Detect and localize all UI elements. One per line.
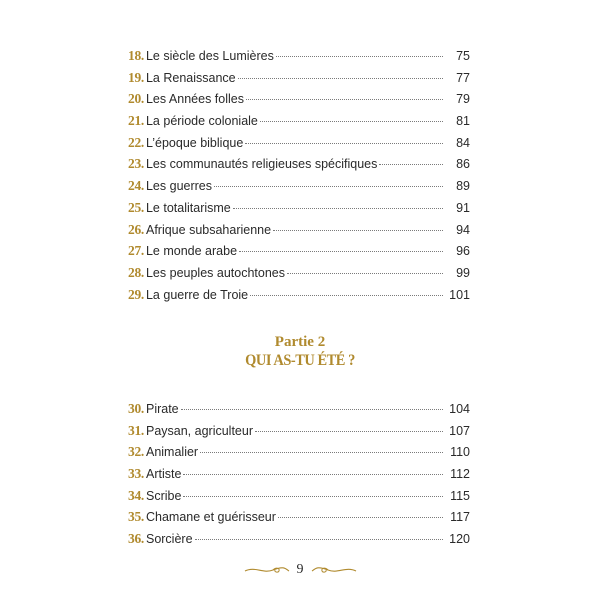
chapter-title: Les communautés religieuses spécifiques — [145, 157, 378, 172]
chapter-page: 84 — [456, 135, 470, 150]
chapter-number: 19. — [128, 69, 144, 85]
chapter-number: 30. — [128, 401, 144, 416]
chapter-page: 86 — [456, 157, 470, 172]
toc-entry — [128, 175, 470, 197]
dot-leader — [214, 186, 443, 187]
chapter-page: 110 — [450, 445, 470, 460]
dot-leader — [183, 496, 443, 497]
chapter-page: 112 — [450, 467, 470, 482]
chapter-title: Les Années folles — [145, 92, 244, 107]
dot-leader — [278, 517, 443, 518]
toc-entry — [128, 398, 470, 420]
dot-leader — [255, 431, 443, 432]
chapter-page: 94 — [456, 222, 470, 237]
chapter-number: 24. — [128, 178, 144, 194]
toc-entry — [128, 67, 470, 89]
dot-leader — [195, 539, 443, 540]
chapter-number: 25. — [128, 199, 144, 215]
part-heading — [0, 334, 600, 371]
chapter-number: 20. — [128, 91, 144, 107]
chapter-page: 91 — [456, 200, 470, 215]
toc-entry — [128, 506, 470, 528]
chapter-number: 31. — [128, 422, 144, 438]
dot-leader — [183, 474, 443, 475]
chapter-title: La Renaissance — [145, 70, 236, 85]
chapter-number: 26. — [128, 221, 144, 237]
chapter-title: Les peuples autochtones — [145, 265, 285, 280]
chapter-number: 27. — [128, 243, 144, 259]
toc-entry — [128, 132, 470, 154]
dot-leader — [245, 143, 443, 144]
dot-leader — [260, 121, 443, 122]
toc-entry — [128, 110, 470, 132]
toc-entry — [128, 262, 470, 284]
right-ornament-icon — [310, 564, 358, 576]
toc-entry — [128, 441, 470, 463]
toc-entry — [128, 240, 470, 262]
chapter-number: 36. — [128, 531, 144, 547]
chapter-page: 75 — [456, 49, 470, 63]
chapter-number: 29. — [128, 286, 144, 302]
chapter-title: Le monde arabe — [145, 244, 238, 259]
chapter-title: La guerre de Troie — [145, 287, 249, 302]
dot-leader — [273, 230, 443, 231]
chapter-page: 99 — [456, 265, 470, 280]
toc-list-part2 — [128, 398, 470, 550]
dot-leader — [246, 99, 443, 100]
chapter-number: 34. — [128, 487, 144, 503]
dot-leader — [233, 208, 443, 209]
dot-leader — [287, 273, 443, 274]
chapter-page: 107 — [449, 423, 470, 438]
toc-entry — [128, 528, 470, 550]
chapter-title: Les guerres — [145, 179, 212, 194]
chapter-page: 120 — [449, 532, 470, 547]
chapter-number: 33. — [128, 466, 144, 482]
chapter-title: La période coloniale — [145, 114, 258, 129]
toc-list-part1 — [128, 45, 470, 305]
toc-entry — [128, 420, 470, 442]
chapter-page: 96 — [456, 244, 470, 259]
chapter-page: 77 — [456, 70, 470, 85]
toc-entry — [128, 153, 470, 175]
chapter-number: 32. — [128, 444, 144, 460]
chapter-title: Le siècle des Lumières — [145, 49, 274, 63]
toc-entry — [128, 197, 470, 219]
chapter-title: Paysan, agriculteur — [145, 423, 253, 438]
chapter-title: Sorcière — [145, 532, 193, 547]
dot-leader — [200, 452, 443, 453]
chapter-number: 22. — [128, 134, 144, 150]
chapter-title: Animalier — [145, 445, 199, 460]
page-number: 9 — [296, 562, 304, 577]
dot-leader — [238, 78, 443, 79]
toc-entry — [128, 485, 470, 507]
part-title: QUI AS-TU ÉTÉ ? — [245, 352, 355, 369]
toc-entry — [128, 284, 470, 306]
chapter-number: 28. — [128, 264, 144, 280]
chapter-page: 117 — [450, 510, 470, 525]
chapter-number: 18. — [128, 48, 144, 63]
dot-leader — [181, 409, 443, 410]
dot-leader — [276, 56, 443, 57]
chapter-page: 101 — [449, 287, 470, 302]
page-footer — [0, 558, 600, 582]
chapter-number: 23. — [128, 156, 144, 172]
toc-entry — [128, 219, 470, 241]
chapter-number: 35. — [128, 509, 144, 525]
left-ornament-icon — [243, 564, 291, 576]
chapter-title: Artiste — [145, 467, 182, 482]
dot-leader — [239, 251, 443, 252]
part-label: Partie 2 — [274, 334, 326, 350]
chapter-page: 79 — [456, 92, 470, 107]
chapter-title: Chamane et guérisseur — [145, 510, 276, 525]
chapter-number: 21. — [128, 113, 144, 129]
chapter-title: Pirate — [145, 402, 179, 416]
chapter-title: L’époque biblique — [145, 135, 244, 150]
chapter-title: Le totalitarisme — [145, 200, 231, 215]
chapter-page: 104 — [449, 402, 470, 416]
chapter-title: Scribe — [145, 488, 182, 503]
chapter-page: 115 — [450, 488, 470, 503]
chapter-title: Afrique subsaharienne — [145, 222, 272, 237]
dot-leader — [379, 164, 443, 165]
toc-entry — [128, 88, 470, 110]
dot-leader — [250, 295, 443, 296]
chapter-page: 81 — [456, 114, 470, 129]
chapter-page: 89 — [456, 179, 470, 194]
toc-entry — [128, 463, 470, 485]
toc-entry — [128, 45, 470, 67]
